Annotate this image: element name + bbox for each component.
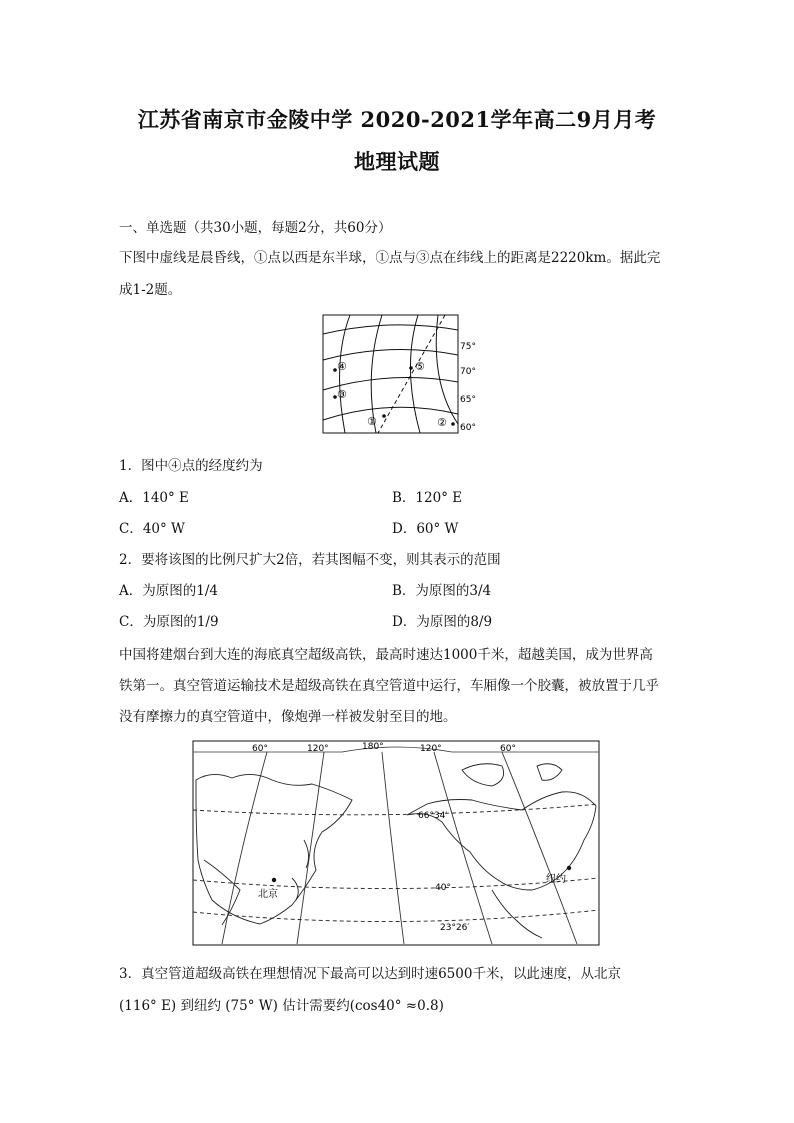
figure1-terminator	[378, 315, 445, 433]
q3-line1: 3．真空管道超级高铁在理想情况下最高可以达到时速6500千米，以此速度，从北京	[119, 966, 621, 982]
intro1-line2: 成1-2题。	[119, 282, 182, 298]
intro1-line1: 下图中虚线是晨昏线，①点以西是东半球，①点与③点在纬线上的距离是2220km。据此完	[119, 250, 661, 266]
figure1-lat-75: 75°	[460, 342, 476, 352]
figure1-point-4: ④	[337, 360, 347, 373]
figure2-lon-60w: 60°	[252, 744, 268, 754]
figure2-lon-60: 60°	[500, 744, 516, 754]
figure1-point-2: ②	[437, 416, 447, 429]
intro2-line3: 没有摩擦力的真空管道中，像炮弹一样被发射至目的地。	[119, 709, 457, 725]
figure2-tropic: 23°26′	[440, 923, 470, 933]
figure2-beijing-dot	[272, 878, 276, 882]
document-title: 江苏省南京市金陵中学 2020-2021学年高二9月月考	[137, 107, 657, 132]
q1-option-b[interactable]: B．120° E	[392, 490, 463, 506]
q1-stem: 1．图中④点的经度约为	[119, 458, 263, 474]
figure2-newyork: 纽约	[546, 874, 566, 885]
section-heading: 一、单选题（共30小题，每题2分，共60分）	[119, 220, 392, 236]
figure2-lon-120w: 120°	[420, 744, 442, 754]
figure2-lat-40: 40°	[435, 883, 451, 893]
q2-option-d[interactable]: D．为原图的8/9	[392, 614, 493, 630]
intro2-line1: 中国将建烟台到大连的海底真空超级高铁，最高时速达1000千米，超越美国，成为世界高	[119, 647, 653, 663]
figure2-lon-120e: 120°	[307, 744, 329, 754]
q2-option-c[interactable]: C．为原图的1/9	[119, 614, 219, 630]
figure1-lat-65: 65°	[460, 395, 476, 405]
q2-stem: 2．要将该图的比例尺扩大2倍，若其图幅不变，则其表示的范围	[119, 552, 501, 568]
q1-option-c[interactable]: C．40° W	[119, 521, 185, 537]
figure1-lat-60: 60°	[460, 423, 476, 433]
figure1-map	[320, 312, 485, 437]
figure2-beijing: 北京	[258, 889, 278, 900]
q3-line2: (116° E) 到纽约 (75° W) 估计需要约(cos40° ≈0.8)	[119, 998, 444, 1014]
figure1-point-5: ⑤	[415, 360, 425, 373]
figure1-lat-70: 70°	[460, 367, 476, 377]
figure2-map	[192, 740, 602, 948]
q1-option-d[interactable]: D．60° W	[392, 521, 459, 537]
intro2-line2: 铁第一。真空管道运输技术是超级高铁在真空管道中运行，车厢像一个胶囊，被放置于几乎	[119, 678, 659, 694]
figure2-lon-180: 180°	[362, 742, 384, 752]
q2-option-a[interactable]: A．为原图的1/4	[119, 583, 218, 599]
figure1-point-1: ①	[367, 415, 377, 428]
figure2-newyork-dot	[567, 866, 571, 870]
q1-option-a[interactable]: A．140° E	[119, 490, 189, 506]
q2-option-b[interactable]: B．为原图的3/4	[392, 583, 492, 599]
figure2-arctic-circle: 66°34′	[418, 811, 448, 821]
figure1-point-3: ③	[337, 388, 347, 401]
document-subtitle: 地理试题	[354, 149, 440, 174]
